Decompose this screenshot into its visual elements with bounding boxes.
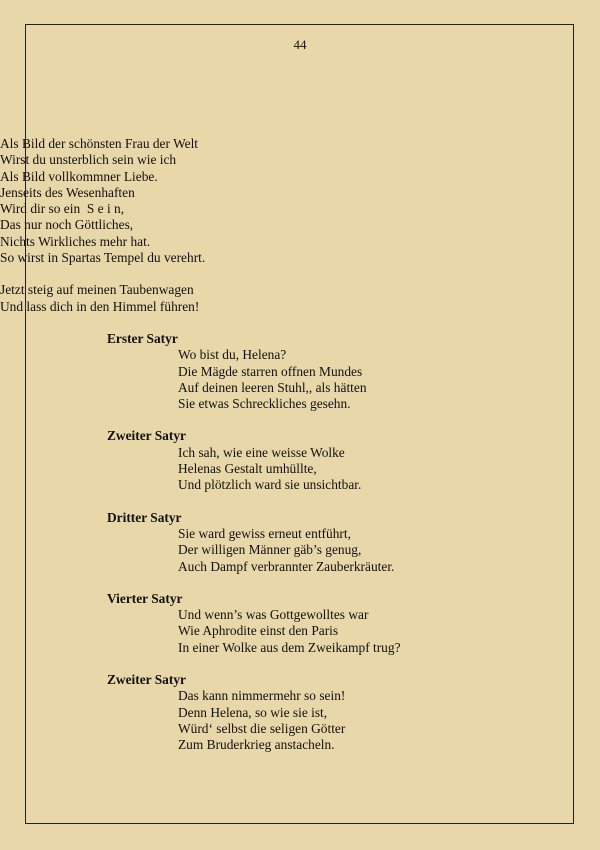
verse-line: Wirst du unsterblich sein wie ich (0, 152, 177, 168)
verse-line: Als Bild vollkommner Liebe. (0, 168, 158, 184)
speaker-name: Vierter Satyr (107, 590, 183, 606)
verse-line: Denn Helena, so wie sie ist, (178, 704, 328, 720)
speech-erster-satyr (0, 331, 600, 412)
verse-line: Jetzt steig auf meinen Taubenwagen (0, 282, 194, 298)
verse-line: Sie ward gewiss erneut entführt, (178, 525, 351, 541)
verse-line: Das nur noch Göttliches, (0, 217, 134, 233)
page-number: 44 (293, 37, 307, 52)
verse-line: Wo bist du, Helena? (178, 347, 287, 363)
verse-line: Und plötzlich ward sie unsichtbar. (178, 477, 362, 493)
verse-line: Und wenn’s was Gottgewolltes war (178, 607, 369, 623)
verse-line: Die Mägde starren offnen Mundes (178, 363, 363, 379)
verse-line: Als Bild der schönsten Frau der Welt (0, 136, 199, 151)
verse-line: Sie etwas Schreckliches gesehn. (178, 396, 351, 412)
verse-line: Der willigen Männer gäb’s genug, (178, 542, 362, 558)
speaker-name: Zweiter Satyr (107, 428, 186, 444)
verse-line: Auch Dampf verbrannter Zauberkräuter. (178, 558, 395, 574)
verse-line: Wird dir so ein S e i n, (0, 201, 125, 217)
verse-line: Zum Bruderkrieg anstacheln. (178, 737, 335, 753)
speech-zweiter-satyr-2 (0, 672, 600, 753)
speech-dritter-satyr (0, 510, 600, 575)
verse-line: Und lass dich in den Himmel führen! (0, 298, 200, 314)
speech-vierter-satyr (0, 591, 600, 656)
verse-line: Würd‘ selbst die seligen Götter (178, 720, 346, 736)
intro-stanza-1 (0, 136, 600, 266)
intro-stanza-2 (0, 282, 600, 315)
verse-line: Das kann nimmermehr so sein! (178, 688, 346, 704)
speaker-name: Erster Satyr (107, 330, 178, 346)
verse-line: Nichts Wirkliches mehr hat. (0, 233, 151, 249)
poem-content (0, 136, 600, 770)
verse-line: Wie Aphrodite einst den Paris (178, 623, 339, 639)
speaker-name: Dritter Satyr (107, 509, 182, 525)
verse-line: Jenseits des Wesenhaften (0, 184, 135, 200)
speaker-name: Zweiter Satyr (107, 672, 186, 688)
verse-line: Auf deinen leeren Stuhl,, als hätten (178, 379, 367, 395)
verse-line: Ich sah, wie eine weisse Wolke (178, 444, 345, 460)
verse-line: In einer Wolke aus dem Zweikampf trug? (178, 639, 401, 655)
verse-line: So wirst in Spartas Tempel du verehrt. (0, 250, 206, 266)
verse-line: Helenas Gestalt umhüllte, (178, 461, 317, 477)
speech-zweiter-satyr (0, 428, 600, 493)
